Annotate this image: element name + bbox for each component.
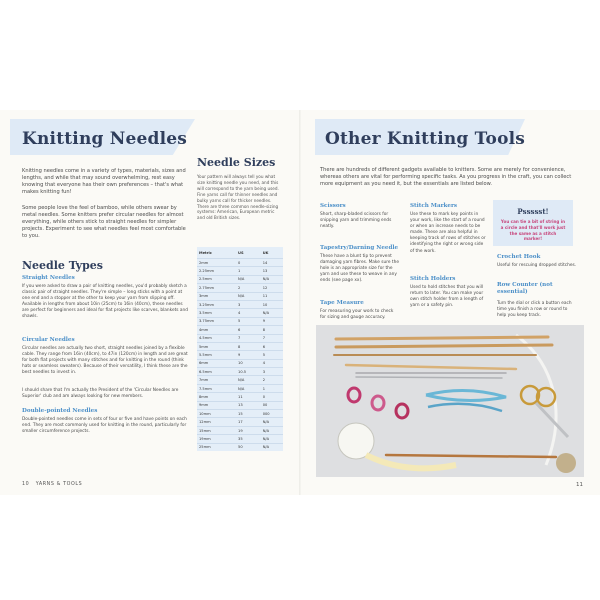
table-cell: 0 (236, 259, 261, 267)
table-cell: 0 (261, 393, 283, 401)
stitch-markers-title: Stitch Markers (410, 203, 458, 209)
table-cell: 17 (236, 418, 261, 426)
table-cell: 9 (261, 317, 283, 325)
scissors-text: Short, sharp-bladed scissors for snipping yarn and trimming ends neatly. (320, 212, 392, 230)
needle-size-table (197, 247, 283, 451)
table-row (197, 351, 283, 359)
table-cell: 11 (261, 292, 283, 300)
needle-sizes-text: Your pattern will always tell you what size knitting needle you need, and this will correspond to the yarn being used. Fine yarns call for thinner needles and bulky yarns call for thicker needles. There are three common needle-sizing systems: American, European metric and old British sizes. (197, 174, 279, 221)
table-cell: 2 (236, 284, 261, 292)
table-cell: 4mm (197, 326, 236, 334)
column-header: US (238, 250, 244, 255)
table-row (197, 326, 283, 334)
table-cell: N/A (261, 426, 283, 434)
table-cell: 10.5 (236, 368, 261, 376)
page-title-right: Other Knitting Tools (325, 129, 526, 149)
table-cell: 3.75mm (197, 317, 236, 325)
table-cell: 7 (236, 334, 261, 342)
tip-text: You can tie a bit of string in a circle and that'll work just the same as a stitch marker! (500, 219, 566, 242)
page-number-left: 10 (22, 482, 30, 487)
table-cell: 19mm (197, 435, 236, 443)
table-row (197, 393, 283, 401)
tip-title: Pssssst! (517, 207, 549, 216)
table-cell: 3.5mm (197, 309, 236, 317)
table-cell: 13 (261, 267, 283, 275)
table-cell: 5 (236, 317, 261, 325)
table-row (197, 259, 283, 267)
table-cell: 8mm (197, 393, 236, 401)
table-row (197, 317, 283, 325)
scissors-title: Scissors (320, 203, 346, 209)
left-intro-2: Some people love the feel of bamboo, while others swear by metal needles. Some knitters prefer circular needles for almost everything, while others stick to straight needles for simpler projects. Experiment to see what needles feel most comfortable to you. (22, 205, 186, 240)
stitch-holders-title: Stitch Holders (410, 276, 456, 282)
tape-measure-text: For measuring your work to check for sizing and gauge accuracy. (320, 309, 394, 321)
row-counter-text: Turn the dial or click a button each time you finish a row or round to help you keep track. (497, 301, 572, 319)
table-cell: 2.5mm (197, 275, 236, 283)
table-cell: 10 (261, 300, 283, 308)
table-cell: N/A (261, 275, 283, 283)
table-cell: 10 (236, 359, 261, 367)
table-cell: 7.5mm (197, 384, 236, 392)
table-cell: 6 (261, 342, 283, 350)
table-cell: N/A (261, 309, 283, 317)
table-row (197, 418, 283, 426)
table-cell: 50 (236, 443, 261, 451)
table-cell: 1 (236, 267, 261, 275)
page-number-right: 11 (576, 482, 583, 488)
table-cell: 1 (261, 384, 283, 392)
table-cell: N/A (236, 292, 261, 300)
tapestry-needle-text: These have a blunt tip to prevent damaging yarn fibres. Make sure the hole is an appropriate size for the yarn and use these to weave in any ends (see page xx). (320, 254, 399, 284)
table-row (197, 376, 283, 384)
table-cell: 3 (261, 368, 283, 376)
table-cell: 3.25mm (197, 300, 236, 308)
table-cell: 5 (261, 351, 283, 359)
table-cell: N/A (236, 384, 261, 392)
table-cell: 14 (261, 259, 283, 267)
table-cell: 8 (261, 326, 283, 334)
table-cell: 15 (236, 410, 261, 418)
stitch-holders-text: Used to hold stitches that you will return to later. You can make your own stitch holder from a length of yarn or a safety pin. (410, 285, 484, 309)
table-cell: N/A (261, 443, 283, 451)
circular-needles-title: Circular Needles (22, 337, 75, 343)
row-counter-title: Row Counter (not essential) (497, 282, 553, 295)
tape-measure-title: Tape Measure (320, 300, 364, 306)
tapestry-needle-title: Tapestry/Darning Needle (320, 245, 399, 251)
table-row (197, 384, 283, 392)
table-cell: 2.75mm (197, 284, 236, 292)
page-footer-left (22, 482, 82, 487)
page-title-left: Knitting Needles (22, 129, 188, 149)
table-cell: 10mm (197, 410, 236, 418)
table-row (197, 300, 283, 308)
table-cell: 00 (261, 401, 283, 409)
table-cell: 3mm (197, 292, 236, 300)
table-cell: 2.25mm (197, 267, 236, 275)
double-pointed-text: Double-pointed needles come in sets of four or five and have points on each end. They are most commonly used for knitting in the round, particularly for smaller circumference projects. (22, 417, 187, 435)
table-row (197, 401, 283, 409)
crochet-hook-text: Useful for rescuing dropped stitches. (497, 263, 577, 268)
table-cell: 5.5mm (197, 351, 236, 359)
table-cell: 6mm (197, 359, 236, 367)
stitch-markers-text: Use these to mark key points in your work, like the start of a round or when an increase needs to be made. These are also helpful in keeping track of rows of stitches or identifying the right or wrong side of the work. (410, 212, 486, 254)
table-cell: 25mm (197, 443, 236, 451)
section-label: YARNS & TOOLS (35, 482, 83, 487)
table-cell: 13 (236, 401, 261, 409)
table-row (197, 426, 283, 434)
table-row (197, 284, 283, 292)
table-cell: 15mm (197, 426, 236, 434)
table-cell: 4 (236, 309, 261, 317)
table-row (197, 443, 283, 451)
table-row (197, 359, 283, 367)
table-cell: 9 (236, 351, 261, 359)
needle-sizes-heading: Needle Sizes (197, 156, 276, 169)
table-row (197, 309, 283, 317)
table-cell: 000 (261, 410, 283, 418)
table-cell: 3 (236, 300, 261, 308)
left-intro-1: Knitting needles come in a variety of types, materials, sizes and lengths, and while that may sound overwhelming, rest easy knowing that everyone has their own preferences – that's what makes knitting fun! (22, 168, 186, 196)
column-header: UK (262, 250, 269, 255)
column-header: Metric (199, 250, 212, 255)
table-header-row (197, 247, 283, 259)
straight-needles-title: Straight Needles (22, 275, 75, 281)
straight-needles-text: If you were asked to draw a pair of knitting needles, you'd probably sketch a classic pair of straight needles. They're simple – long sticks with a point at one end and a stopper at the other to keep your yarn from slipping off. Available in lengths from about 10in (25cm) to 16in (40cm), these needles are perfect for beginners and ideal for flat projects like scarves, blankets and shawls. (22, 284, 188, 320)
table-cell: 2mm (197, 259, 236, 267)
table-cell: 12 (261, 284, 283, 292)
table-cell: 6.5mm (197, 368, 236, 376)
table-row (197, 267, 283, 275)
table-cell: 8 (236, 342, 261, 350)
circular-needles-text: Circular needles are actually two short, straight needles joined by a flexible cable. They range from 16in (40cm), to 47in (120cm) in length and are great for both flat projects with many stitches and for knitting in the round (think hats or seamless sweaters). Because of their versatility, I think these are the best needles to invest in. (22, 346, 188, 376)
table-row (197, 435, 283, 443)
table-row (197, 275, 283, 283)
table-row (197, 410, 283, 418)
table-cell: 12mm (197, 418, 236, 426)
table-cell: 5mm (197, 342, 236, 350)
table-cell: 19 (236, 426, 261, 434)
table-cell: 4 (261, 359, 283, 367)
right-intro: There are hundreds of different gadgets available to knitters. Some are merely for convenience, whereas others are vital for performing specific tasks. As you progress in the craft, you can collect more equipment as you need it, but the essentials are listed below. (320, 167, 572, 188)
table-row (197, 368, 283, 376)
book-gutter (299, 110, 301, 495)
double-pointed-title: Double-pointed Needles (22, 408, 98, 414)
table-cell: 2 (261, 376, 283, 384)
table-cell: 9mm (197, 401, 236, 409)
crochet-hook-title: Crochet Hook (497, 254, 541, 260)
needle-types-heading: Needle Types (22, 259, 104, 272)
table-cell: 11 (236, 393, 261, 401)
knitting-tools-photo (316, 325, 584, 477)
table-cell: 35 (236, 435, 261, 443)
table-row (197, 334, 283, 342)
table-cell: 4.5mm (197, 334, 236, 342)
table-cell: 6 (236, 326, 261, 334)
table-cell: N/A (261, 418, 283, 426)
table-cell: N/A (236, 376, 261, 384)
circular-needles-text2: I should share that I'm actually the President of the 'Circular Needles are Superior' club and am always looking for new members. (22, 388, 179, 400)
table-row (197, 342, 283, 350)
table-cell: N/A (236, 275, 261, 283)
table-cell: 7 (261, 334, 283, 342)
table-cell: 7mm (197, 376, 236, 384)
table-row (197, 292, 283, 300)
table-cell: N/A (261, 435, 283, 443)
